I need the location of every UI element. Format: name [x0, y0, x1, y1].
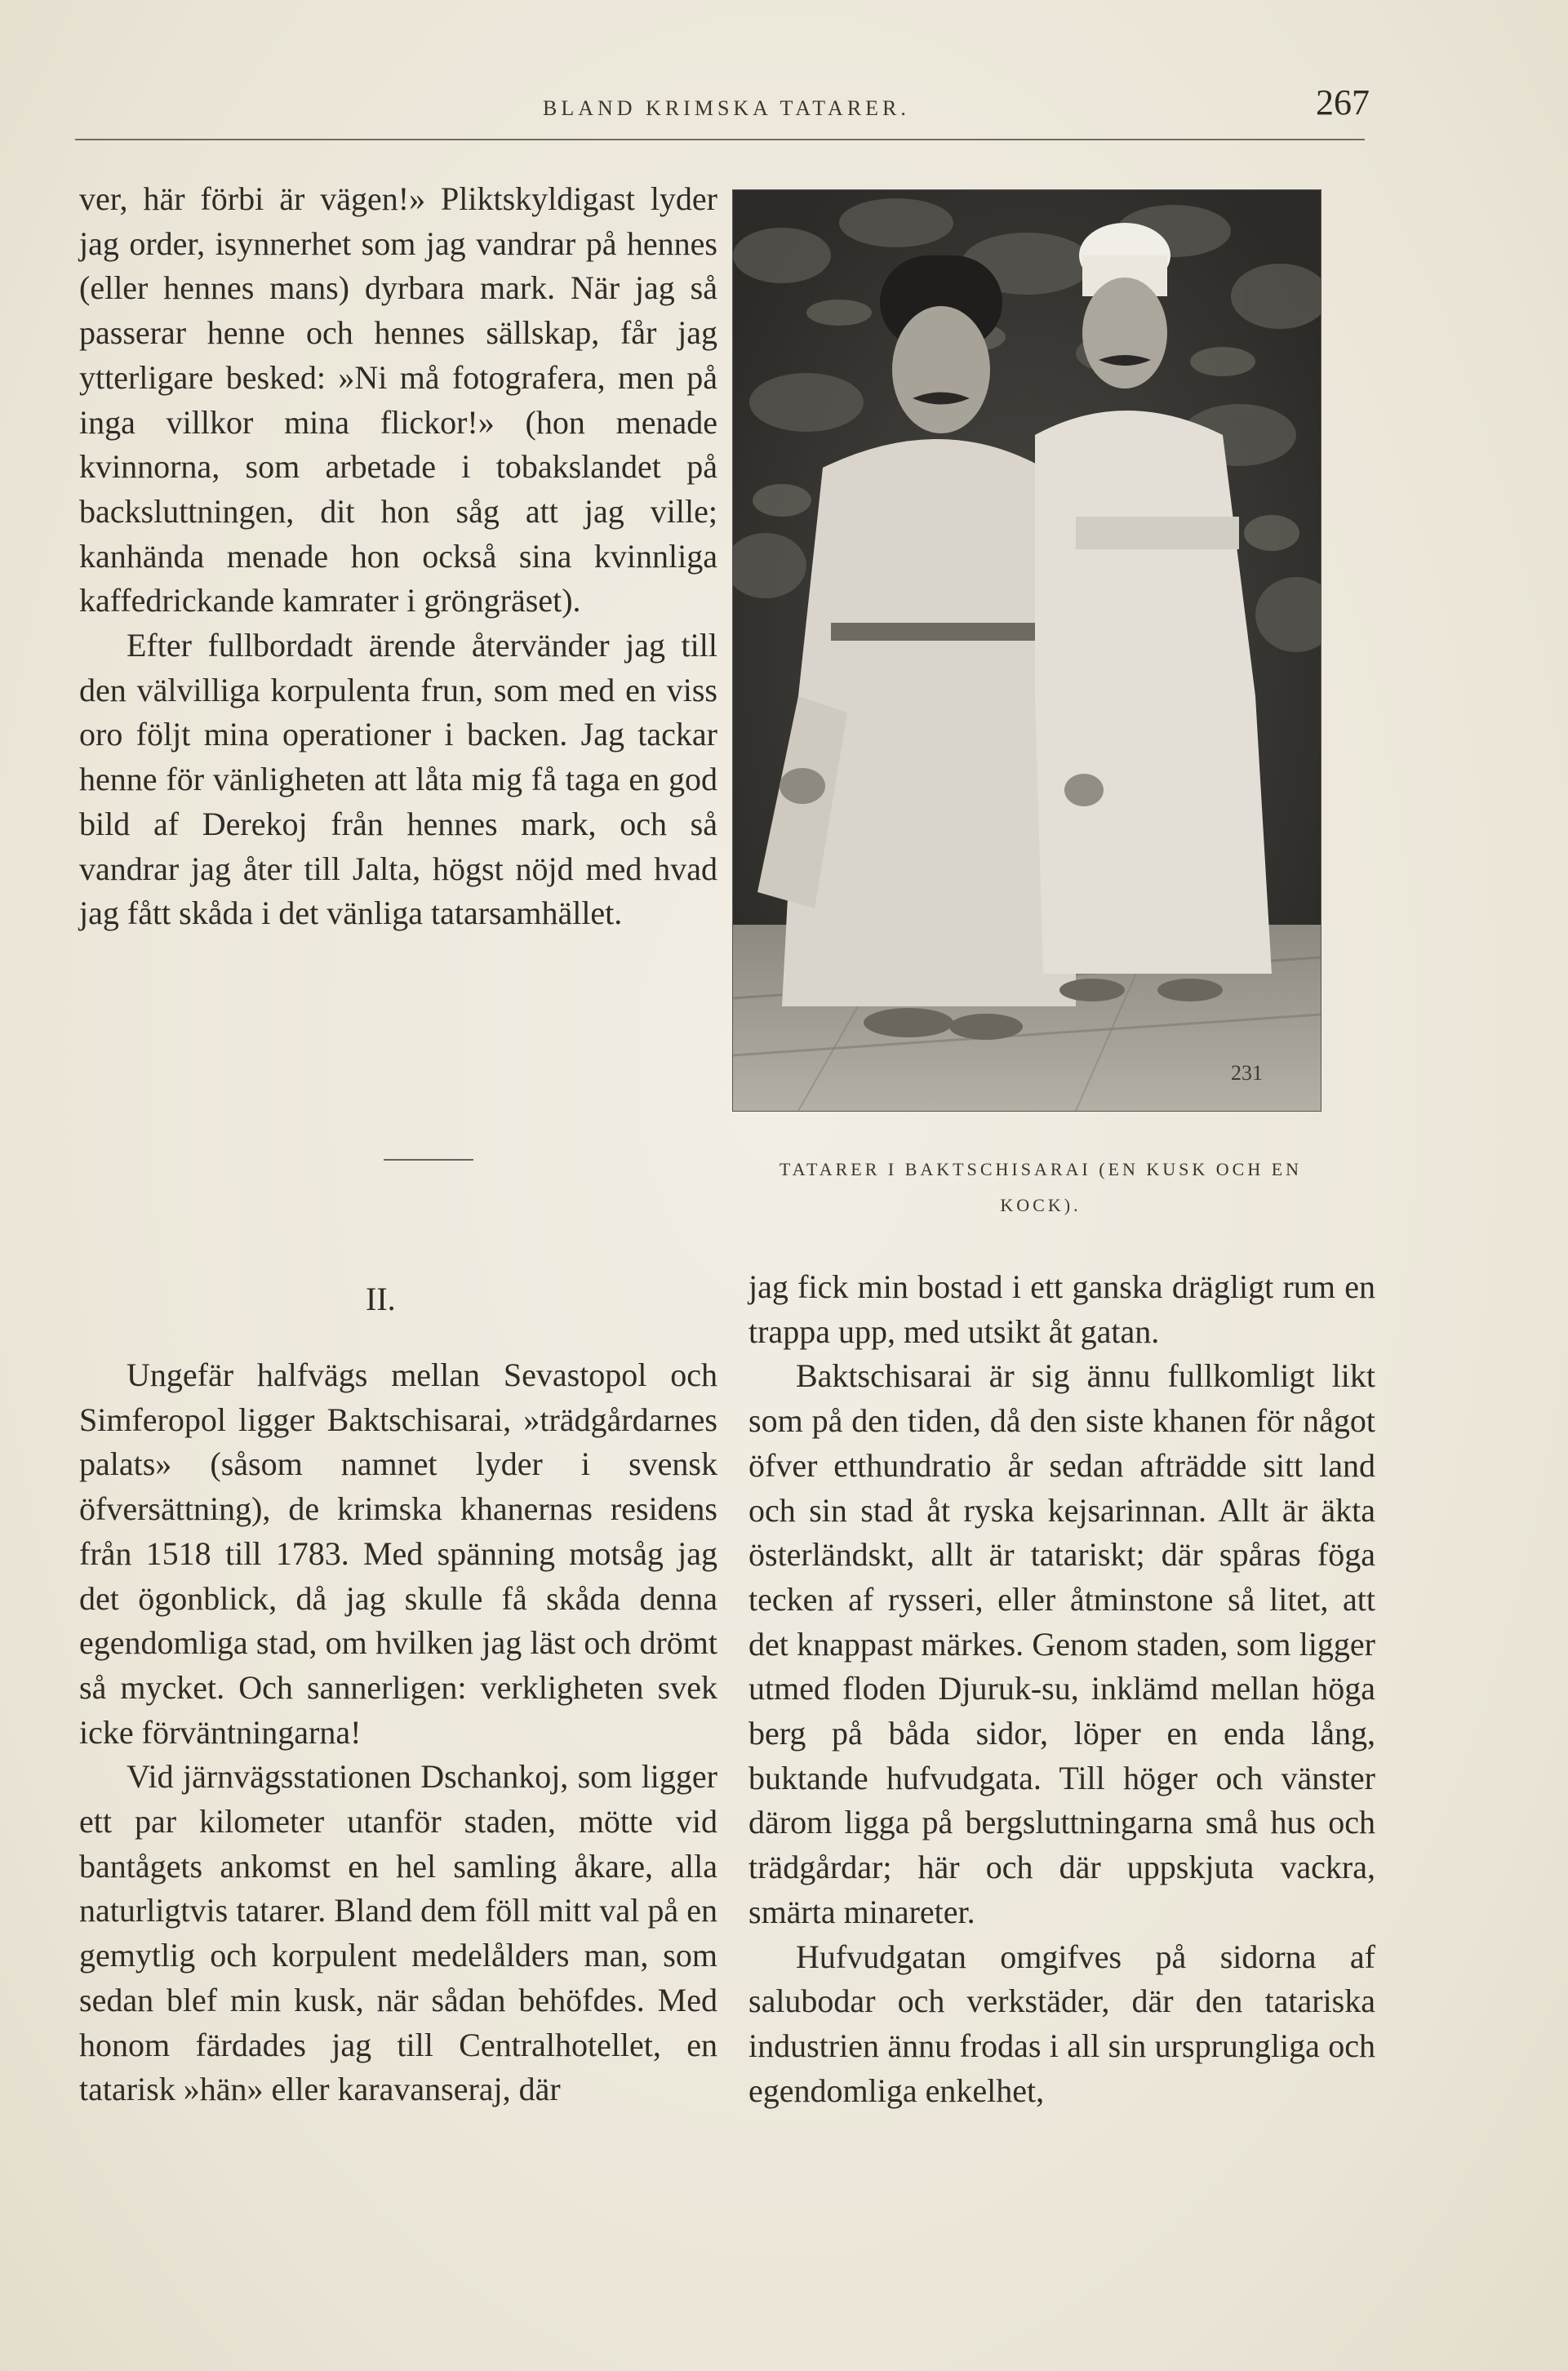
top-text-column — [79, 177, 717, 936]
figure-caption: TATARER I BAKTSCHISARAI (EN KUSK OCH EN KOCK). — [779, 1159, 1303, 1215]
running-head: BLAND KRIMSKA TATARER. — [543, 96, 910, 120]
left-text-column — [79, 1353, 717, 2112]
section-divider-rule — [384, 1159, 473, 1161]
right-text-column — [748, 1265, 1375, 2113]
paragraph-town: Baktschisarai är sig ännu fullkomligt likt som på den tiden, då den siste khanen för något öfver etthundratio år sedan afträdde sitt land och sin stad åt ryska kejsarinnan. Allt är äkta österländskt, allt är tatariskt; där spåras föga tecken af rysseri, eller åtminstone så litet, att det knappast märkes. Genom staden, som ligger utmed floden Djuruk-su, inklämd mellan höga berg på båda sidor, löper en enda lång, buktande hufvudgata. Till höger och vänster därom ligga på bergsluttningarna små hus och trädgårdar; här och där uppskjuta vackra, smärta minareter. — [748, 1357, 1375, 1930]
header-rule — [75, 139, 1365, 140]
section-heading: II. — [366, 1281, 396, 1317]
paragraph-return: Efter fullbordadt ärende återvänder jag till den välvilliga korpulenta frun, som med en viss oro följt mina operationer i backen. Jag tackar henne för vänligheten att låta mig få taga en god bild af Derekoj från hennes mark, och så vandrar jag åter till Jalta, högst nöjd med hvad jag fått skåda i det vänliga tatarsamhället. — [79, 627, 717, 932]
paragraph-intro: Ungefär halfvägs mellan Sevastopol och Simferopol ligger Baktschisarai, »trädgårdarnes palats» (såsom namnet lyder i svensk öfversättning), de krimska khanernas residens från 1518 till 1783. Med spänning motsåg jag det ögonblick, då jag skulle få skåda denna egendomliga stad, om hvilken jag läst och drömt så mycket. Och sannerligen: verkligheten svek icke förväntningarna! — [79, 1356, 717, 1751]
paragraph-continuation: ver, här förbi är vägen!» Pliktskyldigast lyder jag order, isynnerhet som jag vandrar på hennes (eller hennes mans) dyrbara mark. När jag så passerar henne och hennes sällskap, får jag ytterligare besked: »Ni må fotografera, men på inga villkor mina flickor!» (hon menade kvinnorna, som arbetade i tobakslandet på backsluttningen, dit hon såg att jag ville; kanhända menade hon också sina kvinnliga kaffedrickande kamrater i gröngräset). — [79, 180, 717, 619]
paragraph-station: Vid järnvägsstationen Dschankoj, som ligger ett par kilometer utanför staden, mötte vid bantågets ankomst en hel samling åkare, alla naturligtvis tatarer. Bland dem föll mitt val på en gemytlig och korpulent medelålders man, som sedan blef min kusk, när sådan behöfdes. Med honom färdades jag till Centralhotellet, en tatarisk »hän» eller karavanseraj, där — [79, 1758, 717, 2108]
photograph-two-tatars — [732, 189, 1321, 1112]
paragraph-mainstreet: Hufvudgatan omgifves på sidorna af salubodar och verkstäder, där den tatariska industrien ännu frodas i all sin ursprungliga och egendomliga enkelhet, — [748, 1938, 1375, 2109]
page-number: 267 — [1316, 82, 1370, 122]
photo-illustration — [733, 190, 1321, 1111]
photo-number: 231 — [1231, 1061, 1263, 1085]
paragraph-lodging: jag fick min bostad i ett ganska drägligt rum en trappa upp, med utsikt åt gatan. — [748, 1268, 1375, 1350]
